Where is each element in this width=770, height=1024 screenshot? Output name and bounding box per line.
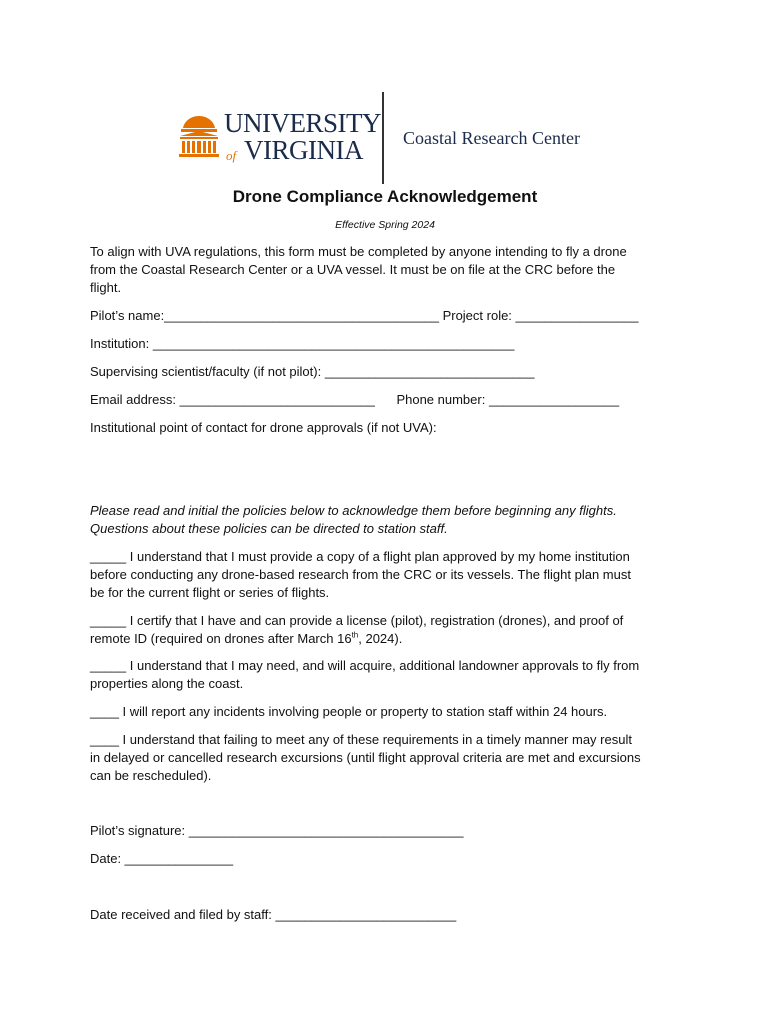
poc-field[interactable]: Institutional point of contact for drone approvals (if not UVA): — [90, 420, 437, 435]
policy-landowner[interactable] — [90, 657, 690, 693]
form-title: Drone Compliance Acknowledgement — [232, 187, 538, 206]
policy-line: _____ I certify that I have and can provide a license (pilot), registration (drones), and proof of — [90, 613, 624, 628]
uva-wordmark-line2: VIRGINIA — [244, 135, 363, 165]
pilot-name-row — [90, 307, 690, 325]
intro-paragraph — [90, 243, 690, 297]
project-role-field[interactable]: Project role: _________________ — [442, 308, 639, 323]
policy-line: _____ I understand that I must provide a copy of a flight plan approved by my home institution — [90, 549, 630, 564]
phone-field[interactable]: Phone number: __________________ — [396, 392, 620, 407]
policy-text: , 2024). — [358, 631, 403, 646]
uva-wordmark-line1: UNIVERSITY — [224, 108, 381, 138]
date-field[interactable]: Date: _______________ — [90, 851, 234, 866]
uva-wordmark-of: of — [226, 148, 237, 163]
intro-line: from the Coastal Research Center or a UVA vessel. It must be on file at the CRC before the — [90, 262, 616, 277]
policy-text: remote ID (required on drones after March 16 — [90, 631, 352, 646]
email-field[interactable]: Email address: ___________________________ — [90, 392, 375, 407]
policy-line: ____ I will report any incidents involving people or property to station staff within 24 hours. — [90, 704, 608, 719]
uva-wordmark — [224, 108, 381, 165]
uva-logo — [178, 108, 381, 165]
policy-line: before conducting any drone-based research from the CRC or its vessels. The flight plan must — [90, 567, 631, 582]
policy-requirements[interactable] — [90, 731, 690, 785]
intro-line: flight. — [90, 280, 122, 295]
policy-incidents[interactable] — [90, 703, 690, 721]
policy-line: ____ I understand that failing to meet any of these requirements in a timely manner may result — [90, 732, 632, 747]
institution-field[interactable]: Institution: __________________________________________________ — [90, 336, 515, 351]
ordinal-suffix: th — [351, 630, 359, 640]
pilot-name-field[interactable]: Pilot’s name:______________________________________ — [90, 308, 439, 323]
policy-line: can be rescheduled). — [90, 768, 212, 783]
letterhead — [0, 90, 770, 190]
effective-date: Effective Spring 2024 — [335, 219, 435, 231]
policy-line: _____ I understand that I may need, and will acquire, additional landowner approvals to fly from — [90, 658, 640, 673]
logo-divider — [382, 92, 384, 184]
signature-field[interactable]: Pilot’s signature: ______________________________________ — [90, 823, 464, 838]
staff-filed-field[interactable]: Date received and filed by staff: _________________________ — [90, 907, 457, 922]
policy-line — [90, 630, 690, 648]
instructions — [90, 502, 690, 538]
instructions-line: Questions about these policies can be directed to station staff. — [90, 521, 448, 536]
policy-line: be for the current flight or series of flights. — [90, 585, 330, 600]
policy-flight-plan[interactable] — [90, 548, 690, 602]
policy-license[interactable] — [90, 612, 690, 648]
policy-line: properties along the coast. — [90, 676, 244, 691]
policy-line: in delayed or cancelled research excursions (until flight approval criteria are met and excursions — [90, 750, 641, 765]
center-name: Coastal Research Center — [403, 128, 580, 148]
rotunda-icon — [178, 114, 220, 158]
supervisor-field[interactable]: Supervising scientist/faculty (if not pilot): _____________________________ — [90, 364, 535, 379]
contact-row — [90, 391, 690, 409]
intro-line: To align with UVA regulations, this form must be completed by anyone intending to fly a drone — [90, 244, 627, 259]
instructions-line: Please read and initial the policies below to acknowledge them before beginning any flights. — [90, 503, 617, 518]
